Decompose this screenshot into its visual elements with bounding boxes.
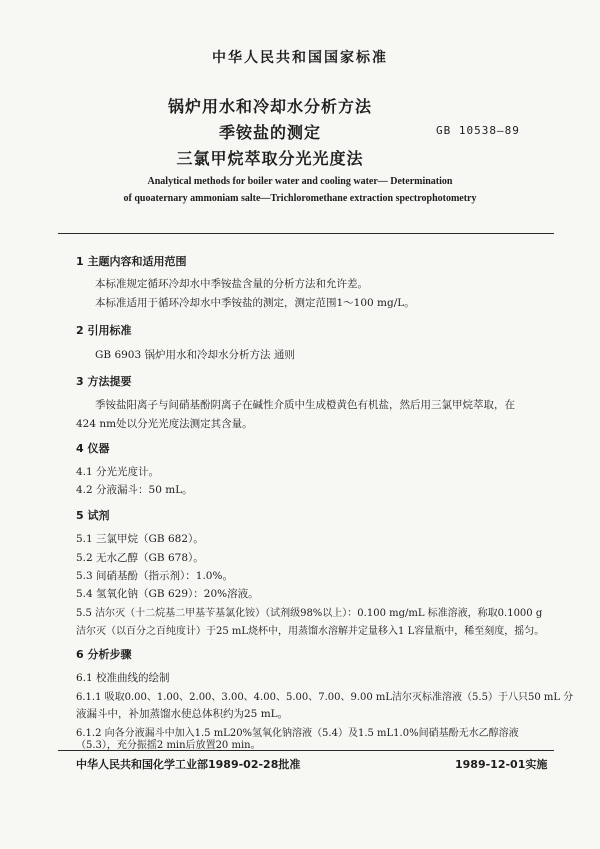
section-5-item-1: 5.1 三氯甲烷（GB 682）。 bbox=[76, 533, 204, 545]
section-1-heading: 1 主题内容和适用范围 bbox=[76, 255, 187, 268]
section-3-line-1: 季铵盐阳离子与间硝基酚阴离子在碱性介质中生成橙黄色有机盐，然后用三氯甲烷萃取，在 bbox=[95, 399, 515, 411]
section-6-step-1: 6.1.1 吸取0.00、1.00、2.00、3.00、4.00、5.00、7.00、9.00 mL洁尔灭标准溶液（5.5）于八只50 mL 分 bbox=[76, 692, 574, 703]
section-6-heading: 6 分析步骤 bbox=[76, 648, 132, 661]
section-6-sub-1: 6.1 校准曲线的绘制 bbox=[76, 672, 170, 684]
section-5-item-2: 5.2 无水乙醇（GB 678）。 bbox=[76, 552, 204, 564]
title-line-3: 三氯甲烷萃取分光光度法 bbox=[176, 149, 364, 168]
section-4-item-1: 4.1 分光光度计。 bbox=[76, 466, 160, 478]
section-6-step-1-cont: 液漏斗中，补加蒸馏水使总体积约为25 mL。 bbox=[76, 708, 289, 720]
section-1-line-1: 本标准规定循环冷却水中季铵盐含量的分析方法和允许差。 bbox=[95, 278, 368, 290]
section-4-item-2: 4.2 分液漏斗：50 mL。 bbox=[76, 484, 193, 496]
section-3-line-2: 424 nm处以分光光度法测定其含量。 bbox=[76, 418, 253, 430]
section-5-item-5-cont: 洁尔灭（以百分之百纯度计）于25 mL烧杯中，用蒸馏水溶解并定量移入1 L容量瓶中，稀至刻度，摇匀。 bbox=[76, 626, 545, 637]
section-5-item-5: 5.5 洁尔灭（十二烷基二甲基苄基氯化铵）（试剂级98%以上）：0.100 mg/mL 标准溶液，称取0.1000 g bbox=[76, 608, 543, 619]
implementation-date: 1989-12-01实施 bbox=[455, 758, 548, 771]
english-title-line-1: Analytical methods for boiler water and cooling water— Determination bbox=[147, 176, 453, 187]
section-6-step-2-cont: （5.3），充分振摇2 min后放置20 min。 bbox=[76, 740, 261, 751]
section-5-heading: 5 试剂 bbox=[76, 509, 110, 522]
title-line-1: 锅炉用水和冷却水分析方法 bbox=[167, 97, 372, 116]
national-standard-label: 中华人民共和国国家标准 bbox=[212, 50, 388, 66]
standard-number: GB 10538—89 bbox=[436, 124, 520, 137]
section-5-item-3: 5.3 间硝基酚（指示剂）：1.0%。 bbox=[76, 570, 233, 582]
approval-date: 中华人民共和国化学工业部1989-02-28批准 bbox=[76, 758, 301, 771]
section-3-heading: 3 方法提要 bbox=[76, 375, 132, 388]
section-6-step-2: 6.1.2 向各分液漏斗中加入1.5 mL20%氢氧化钠溶液（5.4）及1.5 mL1.0%间硝基酚无水乙醇溶液 bbox=[76, 728, 519, 739]
section-2-line-1: GB 6903 锅炉用水和冷却水分析方法 通则 bbox=[95, 349, 295, 361]
header-divider bbox=[58, 233, 554, 234]
english-title-line-2: of quoaternary ammoniam salte—Trichloromethane extraction spectrophotometry bbox=[123, 193, 477, 204]
section-1-line-2: 本标准适用于循环冷却水中季铵盐的测定，测定范围1～100 mg/L。 bbox=[95, 297, 415, 309]
title-line-2: 季铵盐的测定 bbox=[218, 123, 321, 142]
section-4-heading: 4 仪器 bbox=[76, 442, 110, 455]
section-2-heading: 2 引用标准 bbox=[76, 324, 132, 337]
section-5-item-4: 5.4 氢氧化钠（GB 629）：20%溶液。 bbox=[76, 588, 259, 600]
